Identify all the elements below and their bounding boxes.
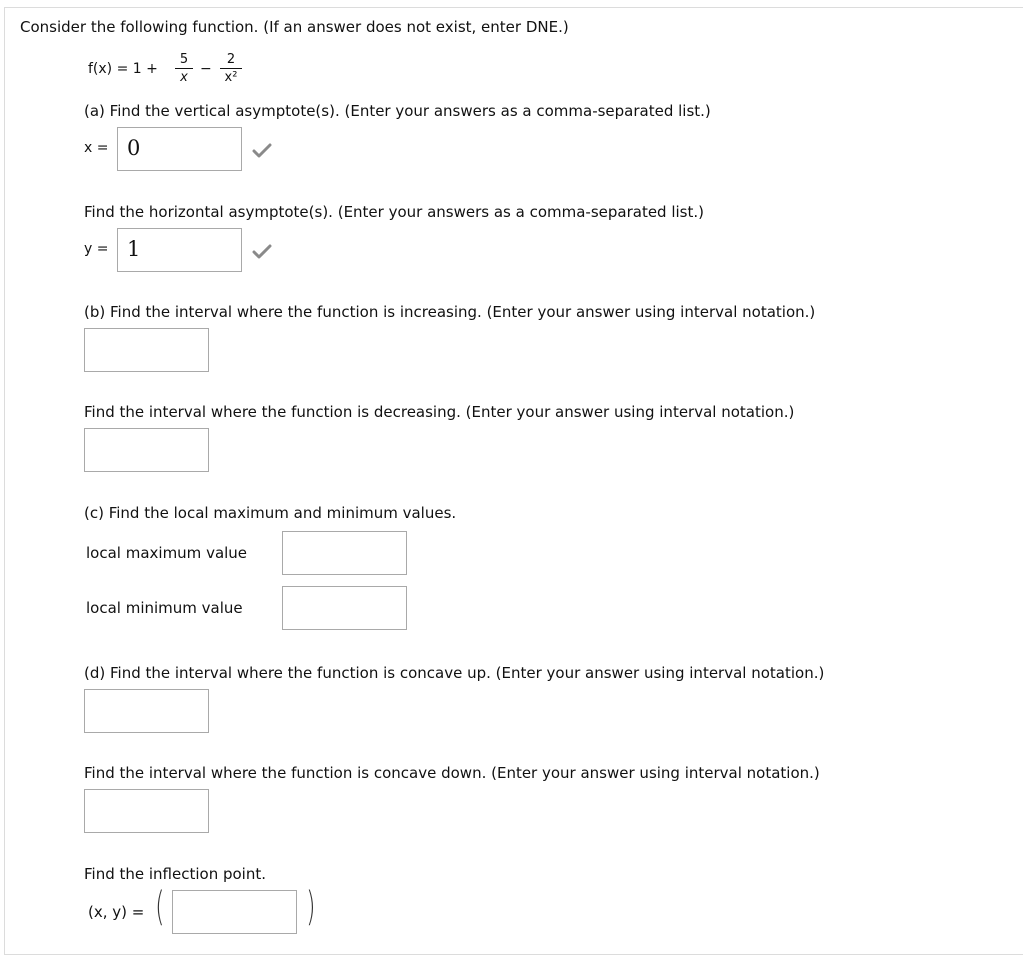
local-max-input[interactable] [282,531,407,575]
fraction-two-over-x-squared [220,52,242,85]
y-equals-label: y = [84,241,109,257]
local-min-label: local minimum value [86,599,243,617]
x-equals-label: x = [84,140,109,156]
check-icon [252,244,272,260]
vertical-asymptote-prompt: (a) Find the vertical asymptote(s). (Enter your answers as a comma-separated list.) [84,102,711,120]
close-paren: ) [306,884,316,930]
increasing-prompt: (b) Find the interval where the function is increasing. (Enter your answer using interval notation.) [84,303,816,321]
fraction-denominator: x [180,70,188,85]
concave-up-prompt: (d) Find the interval where the function is concave up. (Enter your answer using interval notation.) [84,664,825,682]
decreasing-prompt: Find the interval where the function is decreasing. (Enter your answer using interval notation.) [84,403,795,421]
vertical-asymptote-input[interactable]: 0 [117,127,242,171]
horizontal-asymptote-prompt: Find the horizontal asymptote(s). (Enter your answers as a comma-separated list.) [84,203,705,221]
minus-sign: − [200,61,212,77]
fraction-numerator: 2 [226,52,236,67]
xy-equals-label: (x, y) = [88,903,145,921]
decreasing-interval-input[interactable] [84,428,209,472]
question-intro: Consider the following function. (If an answer does not exist, enter DNE.) [20,18,569,36]
function-lhs: f(x) = 1 + [88,61,158,77]
local-min-input[interactable] [282,586,407,630]
concave-down-prompt: Find the interval where the function is concave down. (Enter your answer using interval notation.) [84,764,820,782]
inflection-point-input[interactable] [172,890,297,934]
increasing-interval-input[interactable] [84,328,209,372]
check-icon [252,143,272,159]
horizontal-asymptote-input[interactable]: 1 [117,228,242,272]
local-max-label: local maximum value [86,544,248,562]
fraction-denominator: x² [224,70,238,85]
concave-down-input[interactable] [84,789,209,833]
local-extrema-prompt: (c) Find the local maximum and minimum values. [84,504,457,522]
inflection-prompt: Find the inflection point. [84,865,267,883]
fraction-five-over-x [175,52,193,85]
open-paren: ( [155,884,165,930]
concave-up-input[interactable] [84,689,209,733]
fraction-numerator: 5 [179,52,189,67]
